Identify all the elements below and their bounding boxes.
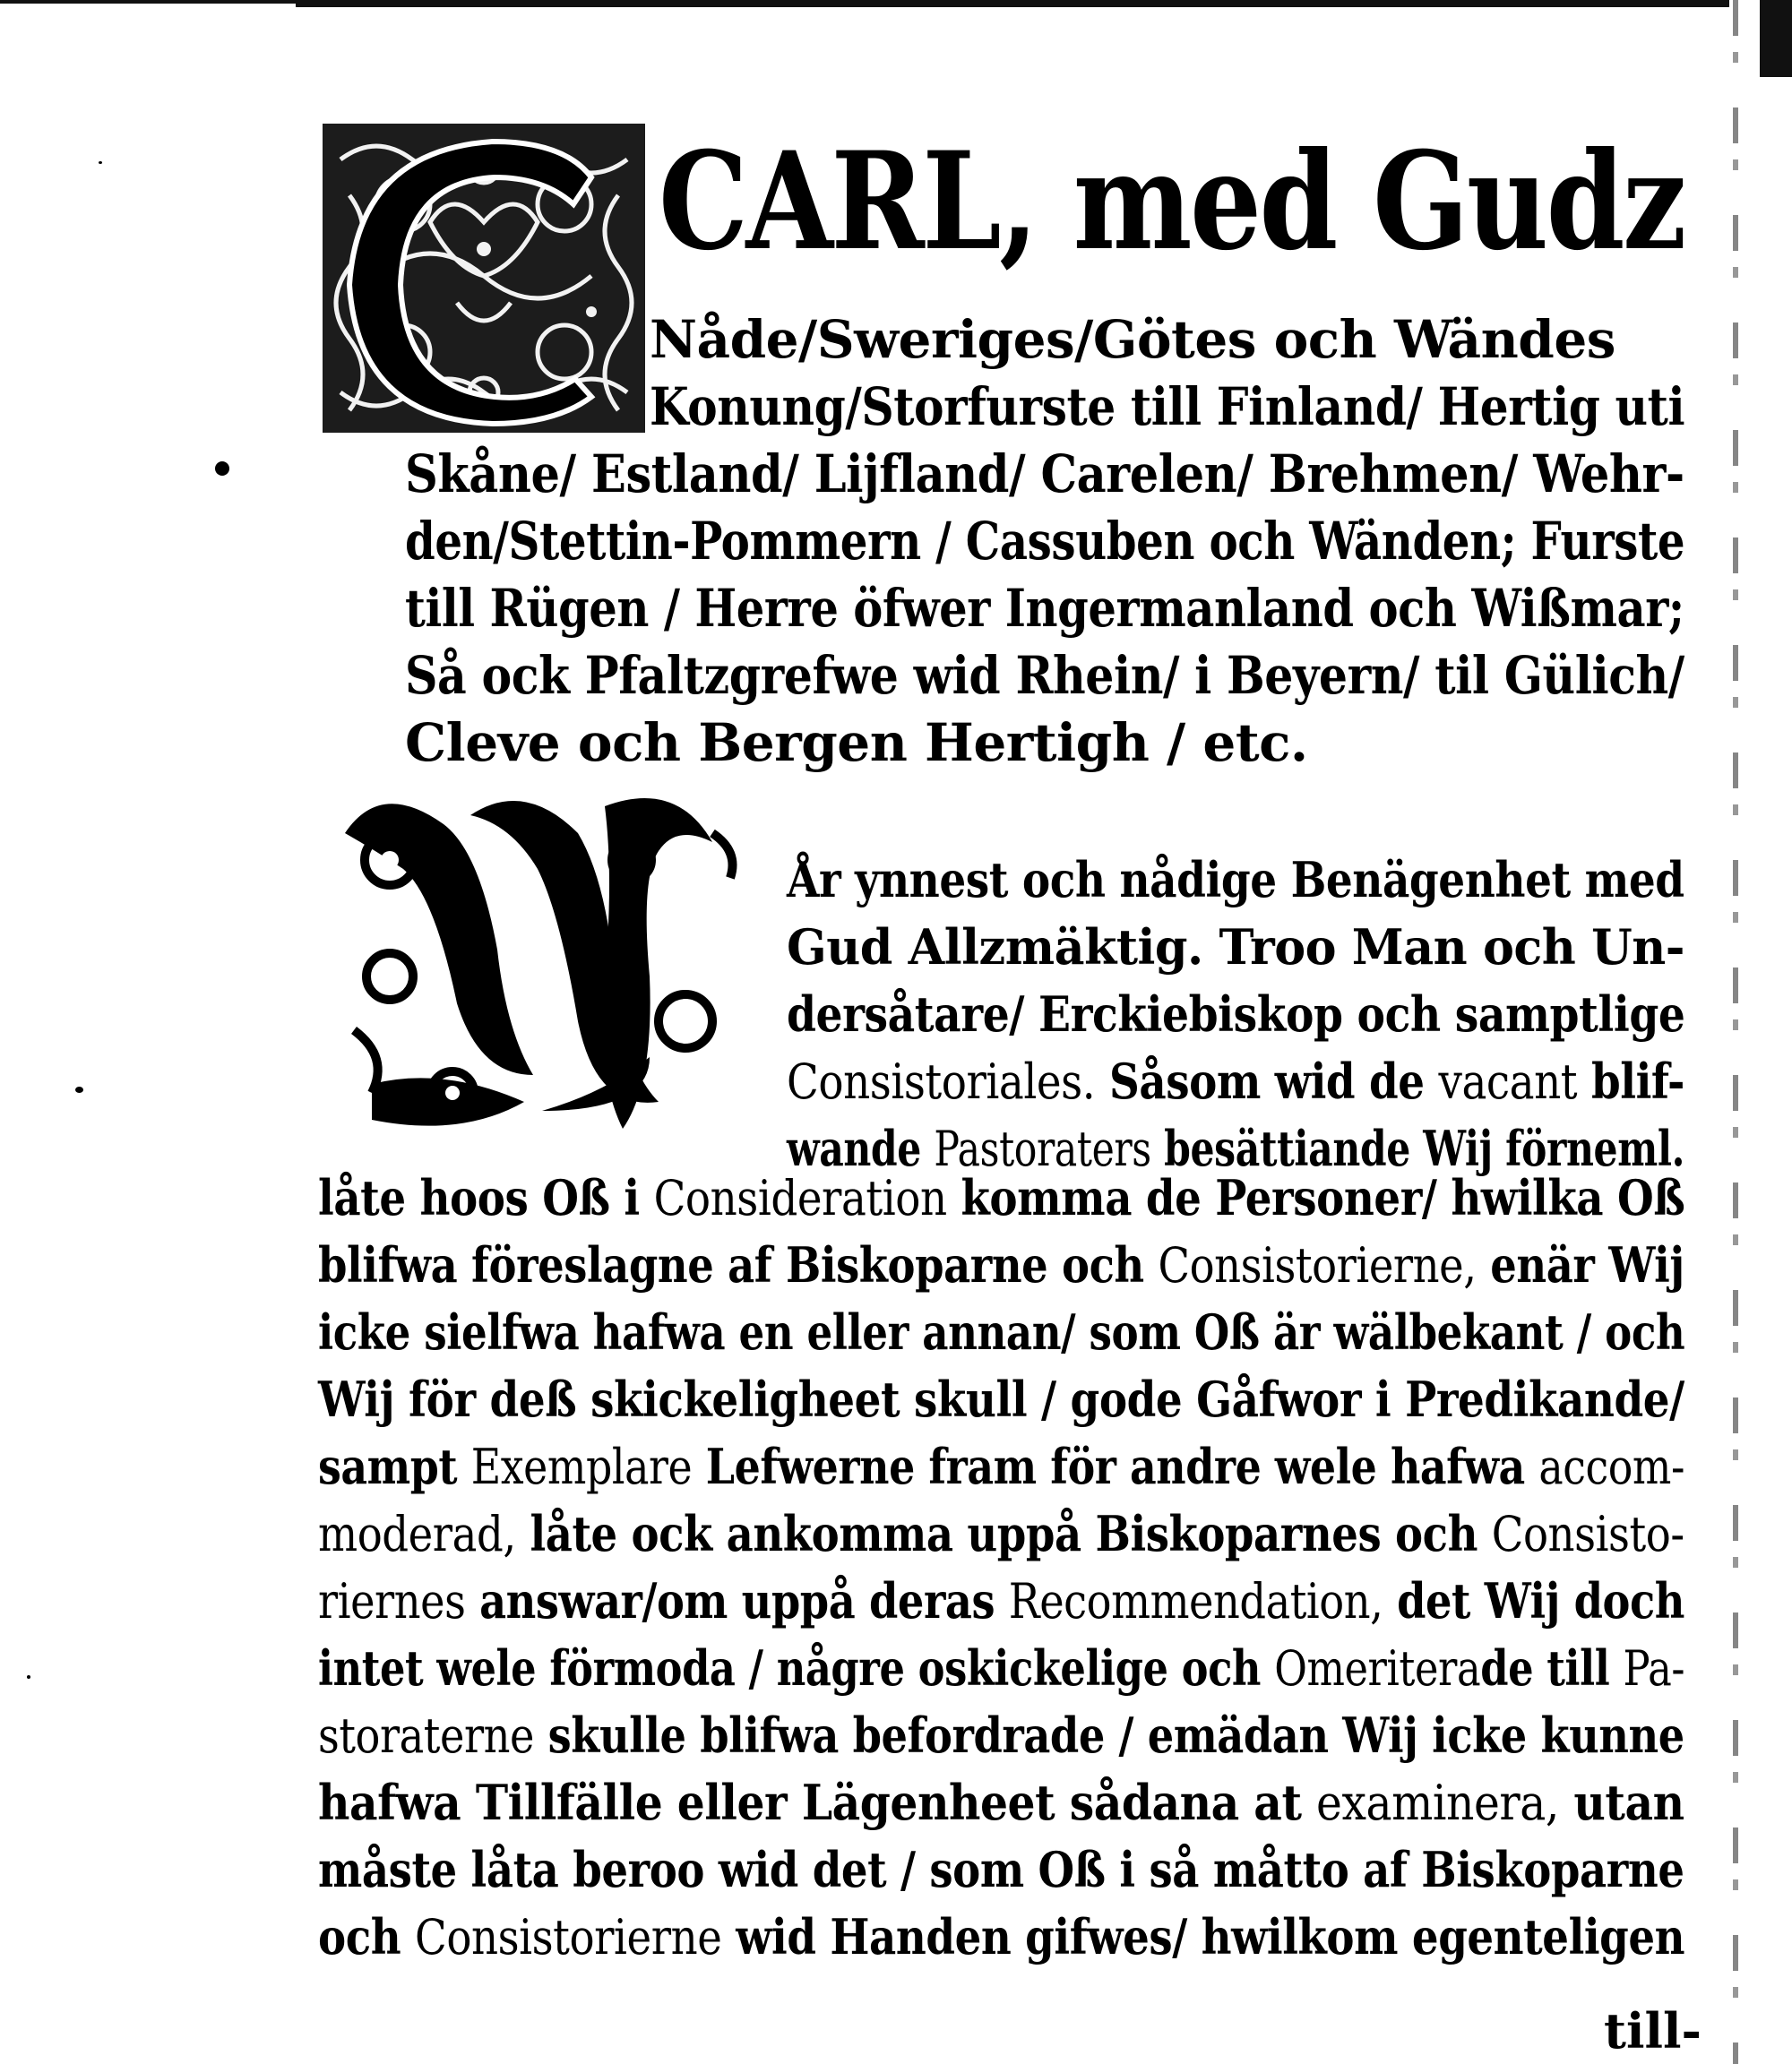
roman-run: Pa- (1623, 1640, 1685, 1697)
roman-run: storaterne (318, 1707, 534, 1764)
blackletter-run: Gud Allzmäktig. Troo Man och Un- (787, 918, 1685, 976)
body-line (318, 1371, 1684, 1428)
ink-speck (215, 461, 229, 476)
decorated-initial-c (323, 124, 645, 433)
heading-line: Cleve och Bergen Hertigh / etc. (405, 712, 1308, 773)
blackletter-run: intet wele förmoda / någre oskickelige och (318, 1639, 1275, 1697)
roman-run: Omeritera (1274, 1640, 1481, 1697)
heading-line: Skåne/ Estland/ Lijfland/ Carelen/ Brehmen/ Wehr- (405, 443, 1684, 504)
roman-run: riernes (318, 1573, 466, 1630)
blackletter-run: sampt (318, 1438, 471, 1495)
blackletter-run: Wij för deß skickeligheet skull / gode Gåfwor i Predikande/ (318, 1371, 1684, 1428)
top-border-shadow (296, 0, 1729, 7)
body-line (787, 1053, 1684, 1110)
heading-line: till Rügen / Herre öfwer Ingermanland och Wißmar; (405, 578, 1684, 639)
roman-run: Consistorierne (415, 1909, 722, 1965)
blackletter-run: måste låta beroo wid det / som Oß i så måtto af Biskoparne (318, 1841, 1684, 1898)
body-line (318, 1639, 1685, 1697)
blackletter-run: besättiande Wij förneml. (1150, 1120, 1685, 1177)
blackletter-run: answar/om uppå deras (465, 1572, 1009, 1630)
body-line (787, 851, 1684, 908)
ink-speck (75, 1087, 83, 1093)
top-edge-shadow (0, 0, 296, 4)
roman-run: Consistoriales. (787, 1054, 1096, 1110)
blackletter-run: dersåtare/ Erckiebiskop och samptlige (787, 985, 1685, 1043)
roman-run: examinera, (1316, 1775, 1559, 1831)
body-line (318, 1774, 1684, 1831)
heading-line: Så ock Pfaltzgrefwe wid Rhein/ i Beyern/ til Gülich/ (405, 645, 1684, 706)
roman-run: Exemplare (470, 1439, 693, 1495)
blackletter-run: Såsom wid de (1095, 1053, 1439, 1110)
blackletter-run: wid Handen gifwes/ hwilkom egenteligen (721, 1908, 1685, 1965)
heading-line: den/Stettin-Pommern / Cassuben och Wänden; Furste (405, 511, 1685, 572)
blackletter-run: blif- (1577, 1053, 1684, 1110)
decorated-initial-w (336, 788, 757, 1147)
body-line (318, 1236, 1684, 1294)
roman-run: Pastoraters (934, 1121, 1151, 1177)
blackletter-run: de till (1480, 1639, 1624, 1697)
body-line (787, 985, 1685, 1043)
roman-run: Consisto- (1491, 1506, 1684, 1562)
roman-run: Consistorierne, (1158, 1237, 1477, 1294)
ink-speck (99, 161, 102, 164)
blackletter-run: enär Wij (1476, 1236, 1684, 1294)
page-edge-block (1760, 0, 1792, 77)
heading-line: Nåde/Sweriges/Götes och Wändes (650, 309, 1615, 370)
blackletter-run: utan (1558, 1774, 1684, 1831)
title-carl: CARL, med Gudz (659, 123, 1684, 280)
body-line (318, 1572, 1684, 1630)
body-line (318, 1303, 1685, 1361)
body-line (318, 1505, 1684, 1562)
blackletter-run: låte hoos Oß i (318, 1169, 654, 1226)
roman-run: moderad, (318, 1506, 516, 1562)
roman-run: vacant (1438, 1054, 1578, 1110)
ink-speck (27, 1675, 30, 1679)
heading-line: Konung/Storfurste till Finland/ Hertig uti (650, 376, 1685, 437)
body-line (318, 1438, 1685, 1495)
body-line (318, 1908, 1685, 1965)
page-gutter-edge (1733, 0, 1738, 2064)
body-line (787, 1120, 1685, 1177)
blackletter-run: skulle blifwa befordrade / emädan Wij icke kunne (533, 1707, 1684, 1764)
blackletter-run: det Wij doch (1383, 1572, 1684, 1630)
catchword: till- (1604, 2002, 1702, 2060)
roman-run: accom- (1538, 1439, 1685, 1495)
blackletter-run: och (318, 1908, 416, 1965)
body-line (787, 918, 1685, 976)
blackletter-run: icke sielfwa hafwa en eller annan/ som Oß är wälbekant / och (318, 1303, 1685, 1361)
roman-run: Consideration (653, 1170, 947, 1226)
blackletter-run: wande (787, 1120, 935, 1177)
blackletter-run: hafwa Tillfälle eller Lägenheet sådana at (318, 1774, 1317, 1831)
body-line (318, 1169, 1685, 1226)
blackletter-run: låte ock ankomma uppå Biskoparnes och (515, 1505, 1492, 1562)
body-line (318, 1707, 1684, 1764)
roman-run: Recommendation, (1008, 1573, 1383, 1630)
body-line (318, 1841, 1684, 1898)
blackletter-run: Lefwerne fram för andre wele hafwa (692, 1438, 1539, 1495)
blackletter-run: komma de Personer/ hwilka Oß (946, 1169, 1685, 1226)
blackletter-run: År ynnest och nådige Benägenhet med (787, 851, 1684, 908)
blackletter-run: blifwa föreslagne af Biskoparne och (318, 1236, 1159, 1294)
